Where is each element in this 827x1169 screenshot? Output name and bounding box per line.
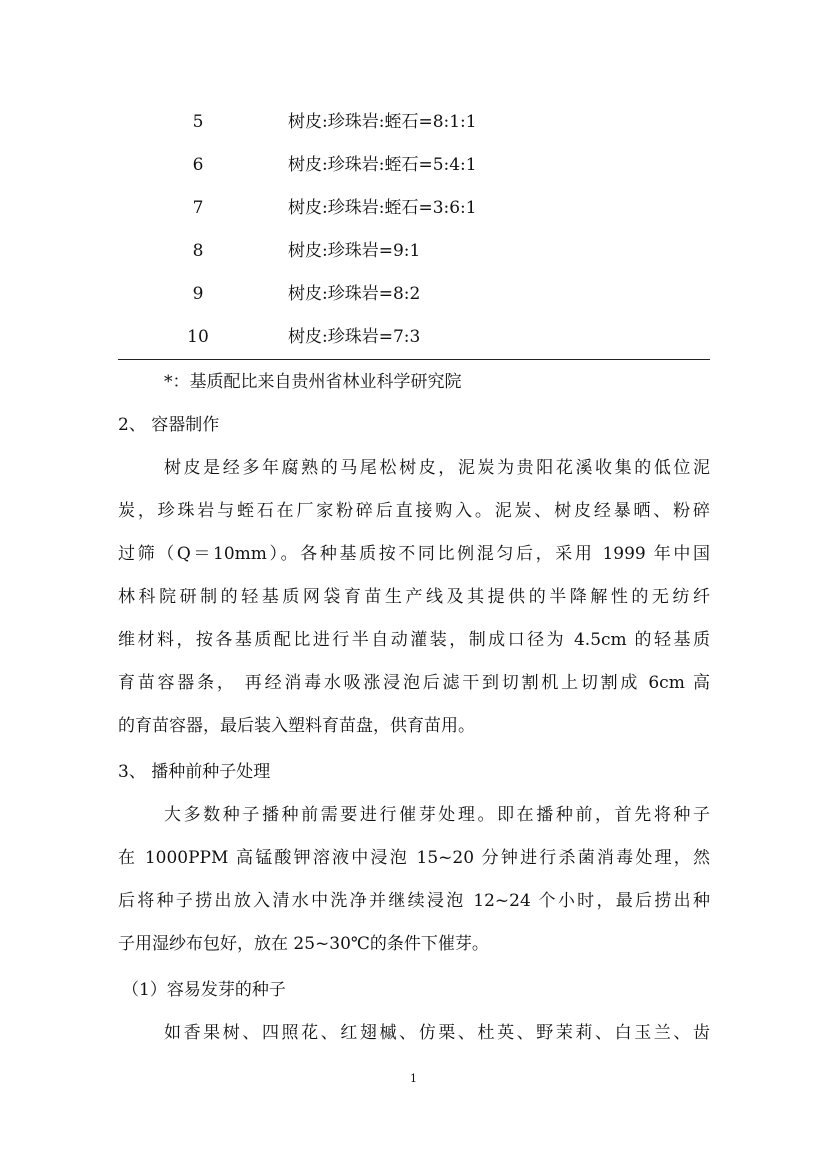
row-number: 6 <box>192 155 204 175</box>
row-mix-ratio: 树皮:珍珠岩=7:3 <box>288 327 421 347</box>
row-mix-ratio: 树皮:珍珠岩:蛭石=3:6:1 <box>288 198 477 218</box>
row-number: 5 <box>192 112 204 132</box>
paragraph-line: 过筛（Q＝10mm）。各种基质按不同比例混匀后，采用 1999 年中国 <box>118 544 710 564</box>
subsection-heading: （1）容易发芽的种子 <box>122 980 286 1000</box>
row-number: 10 <box>187 327 209 347</box>
paragraph-line: 大多数种子播种前需要进行催芽处理。即在播种前，首先将种子 <box>164 805 710 825</box>
row-mix-ratio: 树皮:珍珠岩:蛭石=8:1:1 <box>288 112 477 132</box>
table-row <box>118 279 710 309</box>
row-mix-ratio: 树皮:珍珠岩=8:2 <box>288 284 421 304</box>
table-row <box>118 236 710 266</box>
row-number: 8 <box>192 241 204 261</box>
paragraph-line: 在 1000PPM 高锰酸钾溶液中浸泡 15~20 分钟进行杀菌消毒处理，然 <box>118 848 710 868</box>
paragraph-line: 炭，珍珠岩与蛭石在厂家粉碎后直接购入。泥炭、树皮经暴晒、粉碎 <box>118 501 710 521</box>
page-number: 1 <box>410 1072 417 1085</box>
paragraph-line: 如香果树、四照花、红翅槭、仿栗、杜英、野茉莉、白玉兰、齿 <box>164 1023 710 1043</box>
paragraph-line: 后将种子捞出放入清水中洗净并继续浸泡 12~24 个小时，最后捞出种 <box>118 891 710 911</box>
paragraph-line: 维材料，按各基质配比进行半自动灌装，制成口径为 4.5cm 的轻基质 <box>118 630 710 650</box>
table-row <box>118 193 710 223</box>
section-heading: 3、 播种前种子处理 <box>118 762 271 782</box>
table-bottom-rule <box>118 359 710 360</box>
paragraph-line: 树皮是经多年腐熟的马尾松树皮，泥炭为贵阳花溪收集的低位泥 <box>164 458 710 478</box>
paragraph-line: 育苗容器条， 再经消毒水吸涨浸泡后滤干到切割机上切割成 6cm 高 <box>118 673 710 693</box>
paragraph-line: 林科院研制的轻基质网袋育苗生产线及其提供的半降解性的无纺纤 <box>118 587 710 607</box>
row-mix-ratio: 树皮:珍珠岩=9:1 <box>288 241 421 261</box>
row-number: 9 <box>192 284 204 304</box>
table-row <box>118 107 710 137</box>
section-heading: 2、 容器制作 <box>118 415 220 435</box>
paragraph-line: 子用湿纱布包好，放在 25~30℃的条件下催芽。 <box>118 934 489 954</box>
table-note: *：基质配比来自贵州省林业科学研究院 <box>164 372 462 392</box>
paragraph-line: 的育苗容器，最后装入塑料育苗盘，供育苗用。 <box>118 716 475 736</box>
table-row <box>118 322 710 352</box>
row-number: 7 <box>192 198 204 218</box>
row-mix-ratio: 树皮:珍珠岩:蛭石=5:4:1 <box>288 155 477 175</box>
table-row <box>118 150 710 180</box>
